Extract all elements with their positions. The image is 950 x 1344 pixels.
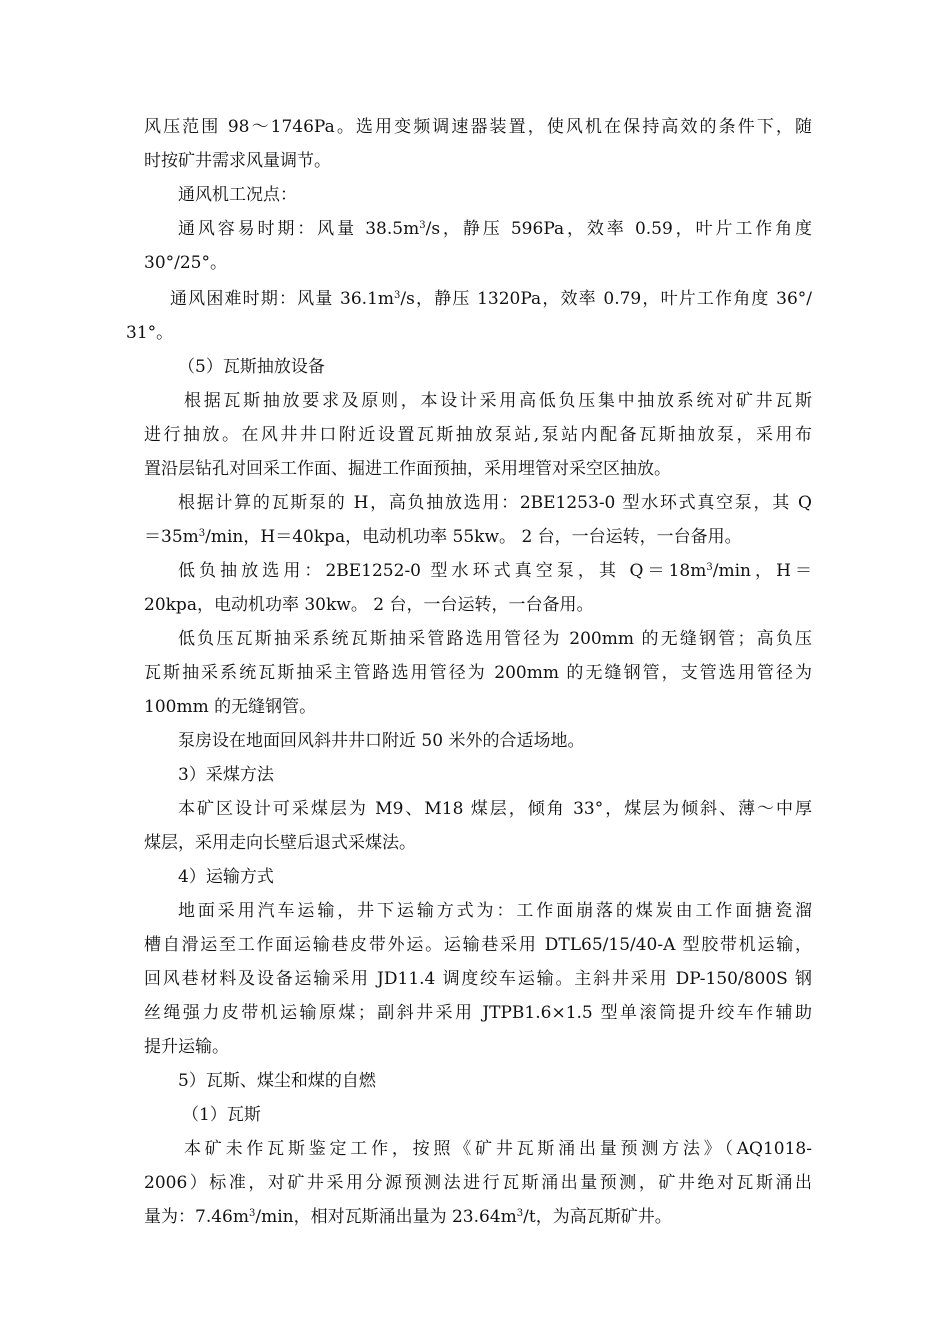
- text-line: 提升运输。: [144, 1037, 229, 1057]
- text-part: /min，H＝: [712, 561, 812, 581]
- text-line: 本矿未作瓦斯鉴定工作，按照《矿井瓦斯涌出量预测方法》（AQ1018-: [184, 1139, 812, 1159]
- paragraph-gas-emission: [144, 1132, 812, 1234]
- text-line: 5）瓦斯、煤尘和煤的自燃: [178, 1071, 376, 1091]
- heading-gas: [182, 1098, 850, 1132]
- paragraph-high-pressure-pump: [144, 486, 812, 554]
- text-line: 31°。: [126, 323, 174, 343]
- paragraph-mining-method: [144, 792, 812, 860]
- text-line: 时按矿井需求风量调节。: [144, 151, 331, 171]
- paragraph-pipelines: [144, 622, 812, 724]
- text-line: （5）瓦斯抽放设备: [178, 357, 325, 377]
- text-part: /t，为高瓦斯矿井。: [523, 1207, 672, 1227]
- superscript: 3: [516, 1208, 524, 1219]
- text-line: 低负压瓦斯抽采系统瓦斯抽采管路选用管径为 200mm 的无缝钢管；高负压: [178, 629, 812, 649]
- text-line: 20kpa，电动机功率 30kw。 2 台，一台运转，一台备用。: [144, 595, 594, 615]
- heading-gas-dust-combustion: [178, 1064, 846, 1098]
- superscript: 3: [706, 562, 713, 573]
- text-line: 3）采煤方法: [178, 765, 274, 785]
- text-line: 本矿区设计可采煤层为 M9、M18 煤层，倾角 33°，煤层为倾斜、薄～中厚: [178, 799, 812, 819]
- superscript: 3: [198, 528, 206, 539]
- text-line: 2006）标准，对矿井采用分源预测法进行瓦斯涌出量预测，矿井绝对瓦斯涌出: [144, 1173, 812, 1193]
- superscript: 3: [394, 290, 401, 301]
- heading-mining-method: [178, 758, 846, 792]
- text-line: 进行抽放。在风井井口附近设置瓦斯抽放泵站,泵站内配备瓦斯抽放泵，采用布: [144, 425, 812, 445]
- text-line: 丝绳强力皮带机运输原煤；副斜井采用 JTPB1.6×1.5 型单滚筒提升绞车作辅助: [144, 1003, 812, 1023]
- text-part: /s，静压 596Pa，效率 0.59，叶片工作角度: [425, 219, 812, 239]
- paragraph-fan-pressure: [144, 110, 812, 178]
- text-part: ＝35m: [144, 527, 199, 547]
- paragraph-low-pressure-pump: [144, 554, 812, 622]
- paragraph-gas-drainage: [144, 384, 812, 486]
- paragraph-transport: [144, 894, 812, 1064]
- text-line: 根据瓦斯抽放要求及原则，本设计采用高低负压集中抽放系统对矿井瓦斯: [184, 391, 812, 411]
- text-part: 通风困难时期：风量 36.1m: [170, 289, 395, 309]
- text-part: /min，相对瓦斯涌出量为 23.64m: [255, 1207, 517, 1227]
- text-line: 泵房设在地面回风斜井井口附近 50 米外的合适场地。: [178, 731, 585, 751]
- text-part: 低负抽放选用：2BE1252-0 型水环式真空泵，其 Q＝18m: [178, 561, 707, 581]
- text-line: 30°/25°。: [144, 253, 227, 273]
- text-line: 4）运输方式: [178, 867, 274, 887]
- text-line: 置沿层钻孔对回采工作面、掘进工作面预抽，采用埋管对采空区抽放。: [144, 459, 671, 479]
- text-part: /s，静压 1320Pa，效率 0.79，叶片工作角度 36°/: [400, 289, 812, 309]
- text-line: 通风机工况点：: [178, 185, 297, 205]
- text-line: 地面采用汽车运输，井下运输方式为：工作面崩落的煤炭由工作面搪瓷溜: [178, 901, 812, 921]
- paragraph-pump-house: [178, 724, 846, 758]
- heading-fan-operating-points: [178, 178, 846, 212]
- text-line: [144, 1200, 812, 1234]
- text-line: 回风巷材料及设备运输采用 JD11.4 调度绞车运输。主斜井采用 DP-150/800S 钢: [144, 969, 812, 989]
- paragraph-difficult-period: [126, 282, 812, 350]
- text-part: /min，H＝40kpa，电动机功率 55kw。 2 台，一台运转，一台备用。: [205, 527, 742, 547]
- superscript: 3: [248, 1208, 256, 1219]
- text-line: 槽自滑运至工作面运输巷皮带外运。运输巷采用 DTL65/15/40-A 型胶带机运输，: [144, 935, 812, 955]
- text-line: [144, 520, 812, 554]
- text-line: 根据计算的瓦斯泵的 H，高负抽放选用：2BE1253-0 型水环式真空泵，其 Q: [178, 493, 812, 513]
- text-line: [144, 212, 812, 246]
- text-part: 量为：7.46m: [144, 1207, 249, 1227]
- text-line: 100mm 的无缝钢管。: [144, 697, 317, 717]
- paragraph-easy-period: [144, 212, 812, 280]
- text-line: （1）瓦斯: [182, 1105, 261, 1125]
- text-line: 风压范围 98～1746Pa。选用变频调速器装置，使风机在保持高效的条件下，随: [144, 117, 812, 137]
- heading-gas-drainage-equipment: [178, 350, 846, 384]
- text-part: 通风容易时期：风量 38.5m: [178, 219, 420, 239]
- text-line: [126, 282, 812, 316]
- text-line: 瓦斯抽采系统瓦斯抽采主管路选用管径为 200mm 的无缝钢管，支管选用管径为: [144, 663, 812, 683]
- superscript: 3: [419, 220, 426, 231]
- text-line: 煤层，采用走向长壁后退式采煤法。: [144, 833, 416, 853]
- heading-transport: [178, 860, 846, 894]
- text-line: [144, 554, 812, 588]
